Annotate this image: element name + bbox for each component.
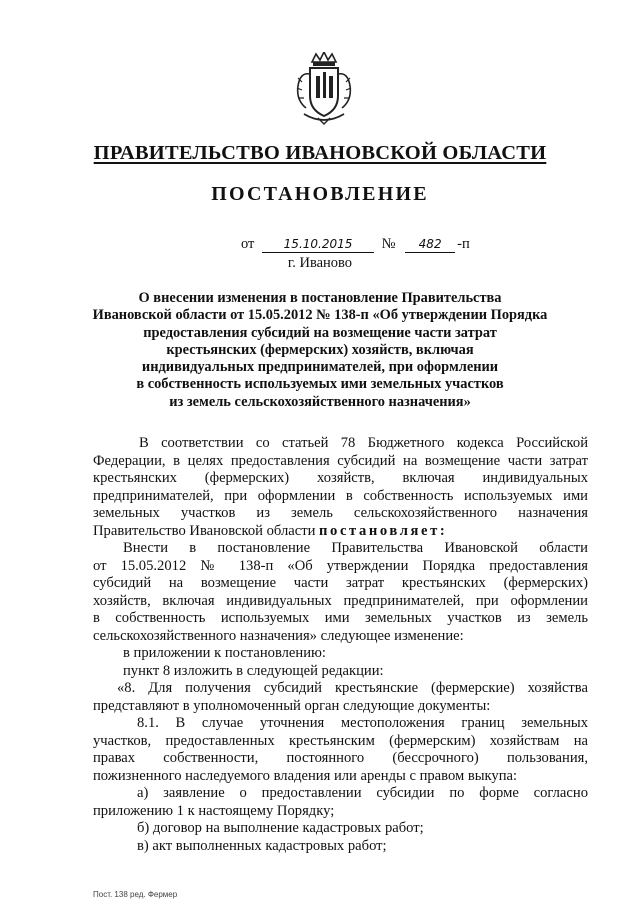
document-number: 482 (405, 237, 455, 253)
decree-prefix: Правительство Ивановской области (93, 522, 316, 539)
subject-line: индивидуальных предпринимателей, при оформлении (141, 359, 499, 376)
document-body (93, 435, 588, 855)
subject-line: предоставления субсидий на возмещение части затрат (143, 324, 497, 341)
body-line: приложению 1 к настоящему Порядку; (93, 802, 335, 819)
body-line: В соответствии со статьей 78 Бюджетного кодекса Российской (139, 435, 588, 451)
number-suffix: -п (457, 236, 470, 252)
document-subject (60, 290, 580, 411)
subject-line: из земель сельскохозяйственного назначения» (169, 393, 471, 410)
date-number-line (241, 236, 470, 253)
city: г. Иваново (287, 255, 353, 271)
body-line: сельскохозяйственного назначения» следующее изменение: (93, 627, 464, 644)
body-line: «8. Для получения субсидий крестьянские (фермерские) хозяйства (117, 680, 588, 696)
body-line: б) договор на выполнение кадастровых работ; (137, 820, 424, 836)
subject-line: крестьянских (фермерских) хозяйств, включая (166, 341, 474, 358)
document-type: ПОСТАНОВЛЕНИЕ (211, 183, 429, 205)
body-line: а) заявление о предоставлении субсидии по форме согласно (137, 785, 588, 801)
date-prefix: от (241, 236, 255, 252)
body-line: 8.1. В случае уточнения местоположения границ земельных (137, 715, 588, 731)
document-date: 15.10.2015 (262, 237, 374, 253)
government-title: ПРАВИТЕЛЬСТВО ИВАНОВСКОЙ ОБЛАСТИ (93, 142, 547, 164)
number-sign: № (381, 236, 396, 252)
body-line: субсидий на возмещение части затрат крестьянских (фермерских) (93, 575, 588, 591)
subject-line: в собственность используемых ими земельных участков (136, 376, 504, 393)
subject-line: Ивановской области от 15.05.2012 № 138-п «Об утверждении Порядка (92, 307, 548, 324)
coat-of-arms-emblem (296, 52, 352, 128)
subject-line: О внесении изменения в постановление Правительства (138, 290, 502, 306)
body-line: пункт 8 изложить в следующей редакции: (123, 662, 384, 679)
body-line-decree (93, 523, 588, 541)
body-line: Федерации, в целях предоставления субсидий на возмещение части затрат (93, 452, 588, 469)
body-line: предпринимателей, при оформлении в собственность используемых ими (93, 487, 588, 504)
body-line: крестьянских (фермерских) хозяйств, включая индивидуальных (93, 470, 588, 486)
body-line: в) акт выполненных кадастровых работ; (137, 837, 387, 854)
body-line: хозяйств, включая индивидуальных предпринимателей, при оформлении (93, 592, 588, 609)
body-line: земельных участков из земель сельскохозяйственного назначения (93, 505, 588, 521)
decree-verb: постановляет: (319, 522, 448, 539)
body-line: Внести в постановление Правительства Ивановской области (123, 540, 588, 556)
body-line: в приложении к постановлению: (123, 645, 326, 661)
body-line: участков, предоставленных крестьянским (фермерским) хозяйствам на (93, 732, 588, 749)
body-line: правах собственности, постоянного (бессрочного) пользования, (93, 750, 588, 766)
body-line: от 15.05.2012 № 138-п «Об утверждении Порядка предоставления (93, 557, 588, 574)
body-line: пожизненного наследуемого владения или аренды с правом выкупа: (93, 767, 518, 784)
body-line: представляют в уполномоченный орган следующие документы: (93, 697, 491, 714)
footer-file-reference: Пост. 138 ред. Фермер (93, 890, 178, 899)
body-line: в собственность используемых ими земельных участков из земель (93, 610, 588, 626)
